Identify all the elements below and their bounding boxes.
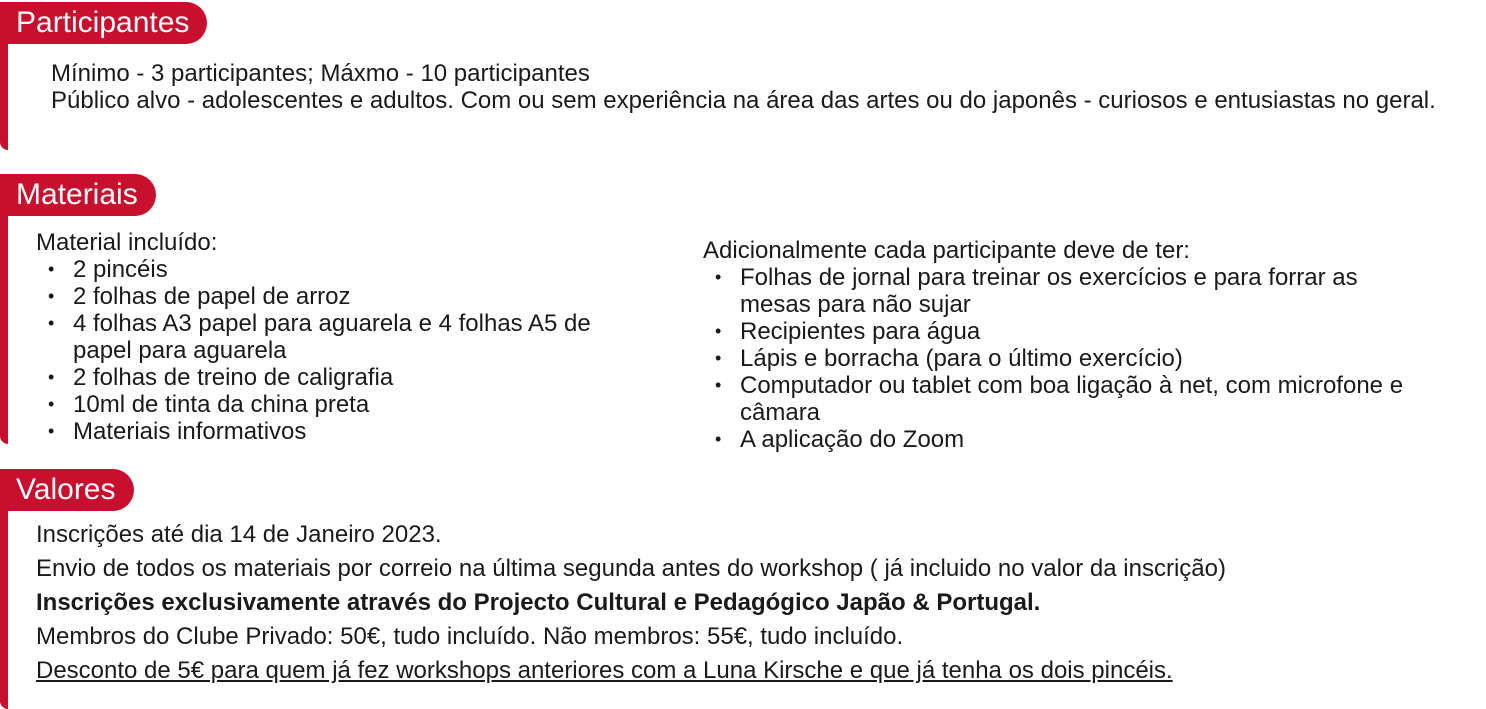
participantes-line-2: Público alvo - adolescentes e adultos. Com ou sem experiência na área das artes ou do japonês - curiosos e entusiastas no geral. bbox=[51, 87, 1436, 114]
materiais-included bbox=[36, 229, 636, 445]
list-item: • 10ml de tinta da china preta bbox=[36, 391, 636, 418]
participantes-section bbox=[0, 0, 1486, 160]
list-item: • 2 folhas de papel de arroz bbox=[36, 283, 636, 310]
valores-line-prices: Membros do Clube Privado: 50€, tudo incluído. Não membros: 55€, tudo incluído. bbox=[36, 623, 904, 650]
list-item: • 2 pincéis bbox=[36, 256, 636, 283]
materiais-additional bbox=[703, 237, 1423, 453]
valores-line-deadline: Inscrições até dia 14 de Janeiro 2023. bbox=[36, 521, 442, 548]
valores-heading: Valores bbox=[0, 469, 134, 511]
participantes-heading: Participantes bbox=[0, 2, 207, 44]
list-item: • 4 folhas A3 papel para aguarela e 4 folhas A5 de papel para aguarela bbox=[36, 310, 636, 364]
materiais-additional-title: Adicionalmente cada participante deve de ter: bbox=[703, 237, 1190, 264]
valores-section bbox=[0, 460, 1486, 709]
list-item: • A aplicação do Zoom bbox=[703, 426, 1423, 453]
materiais-heading: Materiais bbox=[0, 174, 156, 216]
list-item: • 2 folhas de treino de caligrafia bbox=[36, 364, 636, 391]
valores-line-discount: Desconto de 5€ para quem já fez workshops anteriores com a Luna Kirsche e que já tenha os dois pincéis. bbox=[36, 657, 1173, 684]
materiais-included-list bbox=[36, 256, 636, 445]
participantes-line-1: Mínimo - 3 participantes; Máxmo - 10 participantes bbox=[51, 60, 590, 87]
list-item: • Folhas de jornal para treinar os exercícios e para forrar as mesas para não sujar bbox=[703, 264, 1423, 318]
materiais-included-title: Material incluído: bbox=[36, 229, 218, 256]
list-item: • Recipientes para água bbox=[703, 318, 1423, 345]
participantes-body bbox=[51, 60, 1441, 114]
list-item: • Computador ou tablet com boa ligação à net, com microfone e câmara bbox=[703, 372, 1423, 426]
materiais-accent-bar bbox=[0, 176, 8, 444]
valores-line-registration: Inscrições exclusivamente através do Projecto Cultural e Pedagógico Japão & Portugal. bbox=[36, 589, 1041, 616]
valores-body bbox=[36, 518, 1476, 688]
list-item: • Materiais informativos bbox=[36, 418, 636, 445]
valores-line-shipping: Envio de todos os materiais por correio na última segunda antes do workshop ( já incluido no valor da inscrição) bbox=[36, 555, 1226, 582]
materiais-additional-list bbox=[703, 264, 1423, 453]
list-item: • Lápis e borracha (para o último exercício) bbox=[703, 345, 1423, 372]
materiais-section bbox=[0, 160, 1486, 460]
